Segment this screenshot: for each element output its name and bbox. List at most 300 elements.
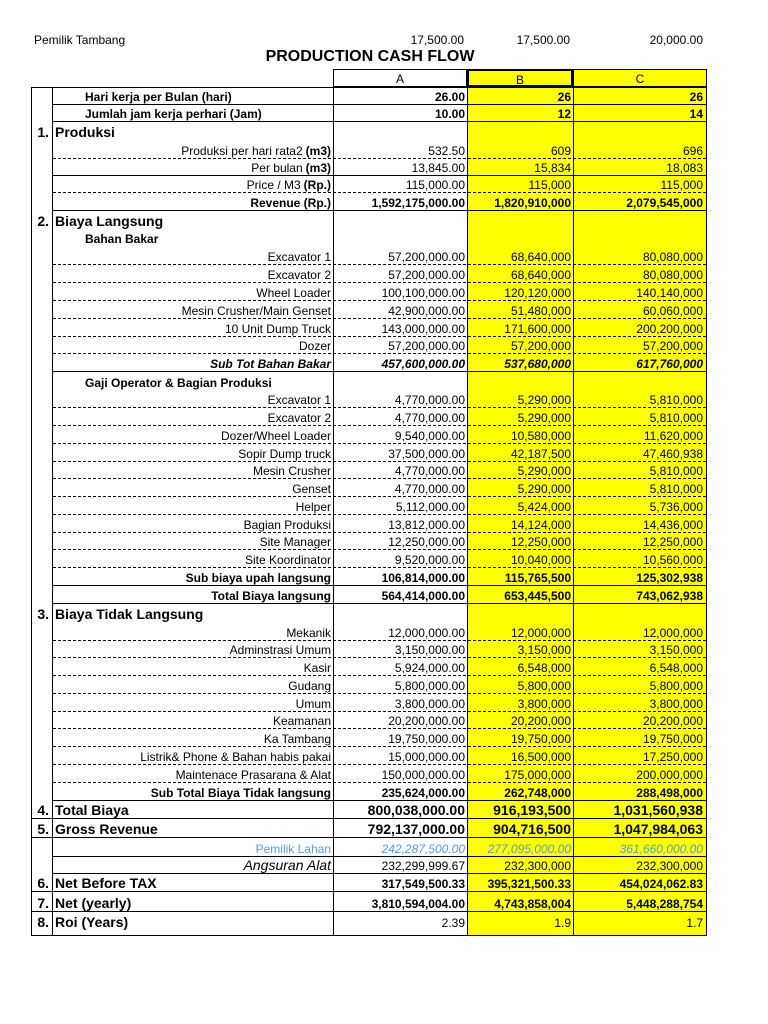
value-cell-b: 5,290,000 [517, 464, 571, 478]
row-number: 4. [37, 802, 49, 818]
value-cell-b [468, 122, 574, 141]
value-cell-c: 19,750,000 [642, 732, 703, 746]
value-cell-b: 175,000,000 [504, 768, 571, 782]
value-cell-a: 12,250,000.00 [388, 535, 465, 549]
row-label [53, 444, 334, 462]
row-label-text: Adminstrasi Umum [229, 643, 331, 657]
value-cell-b [468, 230, 574, 247]
row-label-text: Total Biaya langsung [211, 589, 331, 603]
row-label-text: Site Manager [259, 535, 331, 549]
table-row [32, 354, 706, 372]
value-cell-c [574, 230, 706, 247]
row-label [53, 408, 334, 426]
column-header-b: B [467, 69, 573, 87]
value-cell-b: 120,120,000 [504, 286, 571, 300]
row-label [53, 159, 334, 176]
table-row [32, 747, 706, 765]
value-cell-c: 18,083 [666, 161, 703, 175]
row-label [53, 568, 334, 586]
value-cell-a: 9,540,000.00 [394, 429, 465, 443]
column-divider [467, 87, 468, 936]
value-cell-c: 5,810,000 [649, 411, 703, 425]
value-cell-b: 5,424,000 [517, 500, 571, 514]
value-cell-a: 57,200,000.00 [388, 268, 465, 282]
row-label [53, 623, 334, 641]
table-row [32, 892, 706, 912]
value-cell-c [574, 122, 706, 141]
value-cell-c: 60,060,000 [642, 304, 703, 318]
row-label-text: Sub biaya upah langsung [185, 571, 331, 585]
row-label-text: Excavator 1 [267, 393, 331, 407]
value-cell-c: 125,302,938 [636, 571, 703, 585]
row-label [53, 391, 334, 408]
value-cell-b: 14,124,000 [510, 518, 571, 532]
row-label-text: Pemilik Lahan [255, 842, 331, 856]
column-divider [573, 87, 574, 936]
table-row [32, 426, 706, 444]
owner-value-a: 17,500.00 [410, 33, 464, 47]
row-label [53, 462, 334, 479]
value-cell-b: 12 [557, 107, 571, 121]
value-cell-c: 17,250,000 [642, 750, 703, 764]
value-cell-b: 3,150,000 [517, 643, 571, 657]
value-cell-a: 115,000.00 [405, 178, 465, 192]
row-label-text: Price / M3 [246, 178, 301, 192]
value-cell-b: 537,680,000 [504, 357, 571, 371]
table-row [32, 533, 706, 550]
row-label [53, 712, 334, 729]
row-label [53, 874, 334, 892]
row-number: 2. [37, 213, 49, 229]
row-label [53, 604, 334, 623]
table-row [32, 408, 706, 426]
table-row [32, 857, 706, 874]
value-cell-a: 4,770,000.00 [394, 411, 465, 425]
row-label [53, 319, 334, 337]
value-cell-a: 9,520,000.00 [394, 553, 465, 567]
value-cell-b: 277,095,000.00 [487, 842, 571, 856]
row-label [53, 497, 334, 515]
row-label [53, 694, 334, 712]
table-row [32, 586, 706, 604]
row-label [53, 283, 334, 301]
row-label-text: Angsuran Alat [243, 857, 331, 873]
table-row [32, 712, 706, 729]
value-cell-a: 2.39 [441, 916, 465, 930]
row-label [53, 641, 334, 658]
value-cell-b: 1,820,910,000 [494, 196, 571, 210]
value-cell-a: 13,845.00 [411, 161, 465, 175]
value-cell-a: 1,592,175,000.00 [371, 196, 465, 210]
row-label [53, 193, 334, 211]
table-row [32, 912, 706, 931]
value-cell-c: 743,062,938 [636, 589, 703, 603]
unit-label: (m3) [305, 144, 331, 158]
row-label-text: Total Biaya [55, 802, 129, 818]
row-label-text: Biaya Tidak Langsung [55, 606, 204, 622]
value-cell-c: 140,140,000 [636, 286, 703, 300]
row-label-text: Dozer/Wheel Loader [220, 429, 331, 443]
row-label [53, 211, 334, 230]
value-cell-a: 242,287,500.00 [381, 842, 465, 856]
row-label-text: Roi (Years) [55, 914, 129, 930]
value-cell-b: 12,250,000 [510, 535, 571, 549]
row-label-text: Helper [295, 500, 331, 514]
row-label [53, 912, 334, 931]
value-cell-b: 4,743,858,004 [494, 897, 571, 911]
value-cell-a: 57,200,000.00 [388, 339, 465, 353]
row-label-text: Mesin Crusher/Main Genset [181, 304, 331, 318]
row-label-text: Maintenace Prasarana & Alat [175, 768, 331, 782]
value-cell-a: 457,600,000.00 [381, 357, 465, 371]
value-cell-c: 6,548,000 [649, 661, 703, 675]
row-label [53, 176, 334, 193]
row-label [53, 747, 334, 765]
value-cell-a: 150,000,000.00 [381, 768, 465, 782]
table-row [32, 658, 706, 676]
value-cell-b: 5,290,000 [517, 393, 571, 407]
row-label [53, 729, 334, 747]
value-cell-c: 617,760,000 [636, 357, 703, 371]
column-divider [333, 87, 334, 936]
table-row [32, 765, 706, 783]
row-label [53, 354, 334, 372]
value-cell-c: 5,810,000 [649, 393, 703, 407]
value-cell-a: 106,814,000.00 [381, 571, 465, 585]
value-cell-c: 80,080,000 [642, 250, 703, 264]
value-cell-b: 904,716,500 [493, 821, 571, 837]
row-label [85, 372, 334, 391]
row-label [53, 426, 334, 444]
table-row [32, 301, 706, 319]
table-row [32, 372, 706, 391]
value-cell-c: 14 [689, 107, 703, 121]
column-divider [52, 87, 53, 936]
value-cell-c: 80,080,000 [642, 268, 703, 282]
row-label [53, 141, 334, 159]
value-cell-c: 12,250,000 [642, 535, 703, 549]
table-row [32, 283, 706, 301]
table-row [32, 550, 706, 568]
row-label-text: Net Before TAX [55, 875, 157, 891]
row-label-text: Mekanik [286, 626, 331, 640]
row-label-text: Excavator 2 [267, 268, 331, 282]
table-row [32, 694, 706, 712]
table-row [32, 159, 706, 176]
value-cell-a: 800,038,000.00 [367, 802, 465, 818]
row-label-text: Excavator 2 [267, 411, 331, 425]
value-cell-a: 3,810,594,004.00 [371, 897, 465, 911]
value-cell-a: 20,200,000.00 [388, 714, 465, 728]
value-cell-c: 47,460,938 [642, 447, 703, 461]
row-label [83, 105, 334, 122]
value-cell-a: 232,299,999.67 [381, 859, 465, 873]
table-row [32, 838, 706, 857]
value-cell-a: 15,000,000.00 [388, 750, 465, 764]
value-cell-a [334, 604, 468, 623]
value-cell-a: 37,500,000.00 [388, 447, 465, 461]
value-cell-a: 4,770,000.00 [394, 464, 465, 478]
row-label [53, 550, 334, 568]
value-cell-c: 5,810,000 [649, 482, 703, 496]
table-row [32, 122, 706, 141]
value-cell-a: 10.00 [434, 107, 465, 121]
table-row [32, 604, 706, 623]
row-label-text: Hari kerja per Bulan (hari) [85, 90, 232, 104]
value-cell-a: 317,549,500.33 [381, 877, 465, 891]
value-cell-b: 115,000 [528, 178, 571, 192]
value-cell-c: 5,448,288,754 [626, 897, 703, 911]
table-row [32, 265, 706, 283]
value-cell-c: 1,047,984,063 [613, 821, 703, 837]
row-label-text: Jumlah jam kerja perhari (Jam) [85, 107, 262, 121]
value-cell-a [334, 122, 468, 141]
table-row [32, 141, 706, 159]
value-cell-a: 235,624,000.00 [381, 786, 465, 800]
value-cell-b: 5,290,000 [517, 482, 571, 496]
row-label [53, 783, 334, 801]
table-row [32, 729, 706, 747]
table-row [32, 211, 706, 230]
table-row [32, 105, 706, 122]
value-cell-b: 15,834 [534, 161, 571, 175]
row-label-text: Ka Tambang [263, 732, 331, 746]
row-label-text: Sopir Dump truck [238, 447, 331, 461]
owner-value-b: 17,500.00 [516, 33, 570, 47]
value-cell-a: 5,800,000.00 [394, 679, 465, 693]
value-cell-c: 12,000,000 [642, 626, 703, 640]
value-cell-a: 100,100,000.00 [381, 286, 465, 300]
table-row [32, 641, 706, 658]
row-label [53, 247, 334, 265]
value-cell-c: 1,031,560,938 [613, 802, 703, 818]
row-label [83, 88, 334, 105]
value-cell-c: 11,620,000 [643, 429, 703, 443]
value-cell-c [574, 211, 706, 230]
value-cell-a: 26.00 [434, 90, 465, 104]
value-cell-b: 51,480,000 [510, 304, 571, 318]
row-label-text: Mesin Crusher [252, 464, 331, 478]
row-label [53, 658, 334, 676]
row-label [53, 838, 334, 857]
row-label [85, 230, 334, 247]
table-row [32, 444, 706, 462]
value-cell-b: 395,321,500.33 [487, 877, 571, 891]
value-cell-b: 3,800,000 [517, 697, 571, 711]
table-row [32, 783, 706, 801]
value-cell-b: 171,600,000 [504, 322, 571, 336]
row-label [53, 892, 334, 912]
row-label [53, 265, 334, 283]
value-cell-a [334, 372, 468, 391]
row-label-text: Sub Total Biaya Tidak langsung [150, 786, 331, 800]
unit-label: (Rp.) [303, 178, 331, 192]
value-cell-b: 10,040,000 [510, 553, 571, 567]
row-label [53, 122, 334, 141]
value-cell-a: 57,200,000.00 [388, 250, 465, 264]
value-cell-a: 5,112,000.00 [395, 500, 465, 514]
value-cell-b: 6,548,000 [517, 661, 571, 675]
row-number: 1. [37, 124, 49, 140]
value-cell-b: 19,750,000 [510, 732, 571, 746]
owner-label: Pemilik Tambang [34, 33, 126, 47]
row-label-text: Keamanan [272, 714, 331, 728]
value-cell-b: 68,640,000 [510, 250, 571, 264]
row-number: 5. [37, 821, 49, 837]
value-cell-c: 232,300,000 [636, 859, 703, 873]
value-cell-b: 653,445,500 [504, 589, 571, 603]
table-row [32, 623, 706, 641]
value-cell-c: 361,660,000.00 [619, 842, 703, 856]
table-row [32, 819, 706, 838]
value-cell-c [574, 604, 706, 623]
value-cell-a: 13,812,000.00 [388, 518, 465, 532]
value-cell-a: 4,770,000.00 [394, 393, 465, 407]
row-label-text: Genset [292, 482, 331, 496]
row-label-text: Gaji Operator & Bagian Produksi [85, 376, 272, 390]
value-cell-c: 5,800,000 [649, 679, 703, 693]
value-cell-a: 3,800,000.00 [394, 697, 465, 711]
table-row [32, 515, 706, 533]
value-cell-b: 57,200,000 [510, 339, 571, 353]
page-title: PRODUCTION CASH FLOW [265, 48, 475, 65]
row-label-text: Wheel Loader [256, 286, 331, 300]
row-label [53, 337, 334, 354]
value-cell-c: 200,000,000 [636, 768, 703, 782]
value-cell-b: 609 [550, 144, 571, 158]
table-row [32, 497, 706, 515]
row-label [53, 301, 334, 319]
row-label-text: Dozer [298, 339, 331, 353]
value-cell-b: 5,800,000 [517, 679, 571, 693]
row-label-text: Bahan Bakar [85, 232, 159, 246]
value-cell-c: 696 [682, 144, 703, 158]
value-cell-b: 916,193,500 [493, 802, 571, 818]
table-row [32, 801, 706, 819]
row-label-text: Revenue (Rp.) [250, 196, 331, 210]
value-cell-c: 3,150,000 [649, 643, 703, 657]
value-cell-b: 68,640,000 [510, 268, 571, 282]
table-row [32, 319, 706, 337]
row-label [53, 479, 334, 497]
row-label-text: Sub Tot Bahan Bakar [210, 357, 331, 371]
column-header-c: C [573, 69, 707, 87]
row-label-text: Produksi per hari rata2 [181, 144, 303, 158]
value-cell-c: 5,810,000 [649, 464, 703, 478]
table-row [32, 568, 706, 586]
value-cell-a [334, 211, 468, 230]
value-cell-c: 5,736,000 [649, 500, 703, 514]
row-label [53, 533, 334, 550]
value-cell-c: 288,498,000 [636, 786, 703, 800]
row-label [53, 801, 334, 819]
row-label-text: Gudang [288, 679, 331, 693]
table-row [32, 230, 706, 247]
value-cell-c: 57,200,000 [642, 339, 703, 353]
value-cell-a: 143,000,000.00 [381, 322, 465, 336]
value-cell-c: 2,079,545,000 [626, 196, 703, 210]
cash-flow-table [31, 87, 707, 936]
value-cell-a: 5,924,000.00 [394, 661, 465, 675]
row-label-text: Net (yearly) [55, 895, 132, 911]
value-cell-b [468, 372, 574, 391]
row-label [53, 515, 334, 533]
row-label [53, 857, 334, 874]
value-cell-a: 3,150,000.00 [394, 643, 465, 657]
value-cell-a: 42,900,000.00 [388, 304, 465, 318]
row-label [53, 819, 334, 838]
value-cell-b: 16,500,000 [510, 750, 571, 764]
row-label [53, 676, 334, 694]
value-cell-a: 792,137,000.00 [367, 821, 465, 837]
value-cell-a: 19,750,000.00 [388, 732, 465, 746]
value-cell-b: 262,748,000 [504, 786, 571, 800]
table-row [32, 391, 706, 408]
value-cell-b: 232,300,000 [504, 859, 571, 873]
value-cell-b: 5,290,000 [517, 411, 571, 425]
value-cell-b: 20,200,000 [510, 714, 571, 728]
table-row [32, 176, 706, 193]
table-row [32, 88, 706, 105]
row-number: 7. [37, 895, 49, 911]
table-row [32, 874, 706, 892]
value-cell-c [574, 372, 706, 391]
value-cell-a [334, 230, 468, 247]
table-row [32, 462, 706, 479]
row-number: 3. [37, 606, 49, 622]
value-cell-b: 10,580,000 [510, 429, 571, 443]
table-row [32, 479, 706, 497]
value-cell-b: 12,000,000 [510, 626, 571, 640]
value-cell-c: 3,800,000 [649, 697, 703, 711]
value-cell-b [468, 211, 574, 230]
value-cell-c: 26 [689, 90, 703, 104]
value-cell-b [468, 604, 574, 623]
value-cell-c: 200,200,000 [636, 322, 703, 336]
row-label-text: Excavator 1 [267, 250, 331, 264]
value-cell-b: 115,765,500 [504, 571, 571, 585]
value-cell-c: 454,024,062.83 [619, 877, 703, 891]
row-label-text: Biaya Langsung [55, 213, 164, 229]
row-number: 8. [37, 914, 49, 930]
value-cell-a: 564,414,000.00 [381, 589, 465, 603]
value-cell-a: 4,770,000.00 [394, 482, 465, 496]
row-label-text: Per bulan [251, 161, 303, 175]
row-label-text: Gross Revenue [55, 821, 158, 837]
table-row [32, 193, 706, 211]
row-label-text: Kasir [303, 661, 331, 675]
value-cell-b: 1.9 [554, 916, 571, 930]
value-cell-c: 14,436,000 [642, 518, 703, 532]
owner-value-c: 20,000.00 [649, 33, 703, 47]
value-cell-a: 12,000,000.00 [388, 626, 465, 640]
row-label-text: Bagian Produksi [243, 518, 331, 532]
value-cell-c: 10,560,000 [642, 553, 703, 567]
row-label-text: 10 Unit Dump Truck [224, 322, 331, 336]
table-row [32, 676, 706, 694]
table-row [32, 247, 706, 265]
column-header-a: A [333, 69, 467, 87]
row-label-text: Site Koordinator [244, 553, 331, 567]
unit-label: (m3) [305, 161, 331, 175]
value-cell-b: 26 [557, 90, 571, 104]
value-cell-a: 532.50 [428, 144, 465, 158]
row-number: 6. [37, 875, 49, 891]
row-label [53, 765, 334, 783]
value-cell-c: 1.7 [686, 916, 703, 930]
value-cell-b: 42,187,500 [510, 447, 571, 461]
value-cell-c: 115,000 [660, 178, 703, 192]
